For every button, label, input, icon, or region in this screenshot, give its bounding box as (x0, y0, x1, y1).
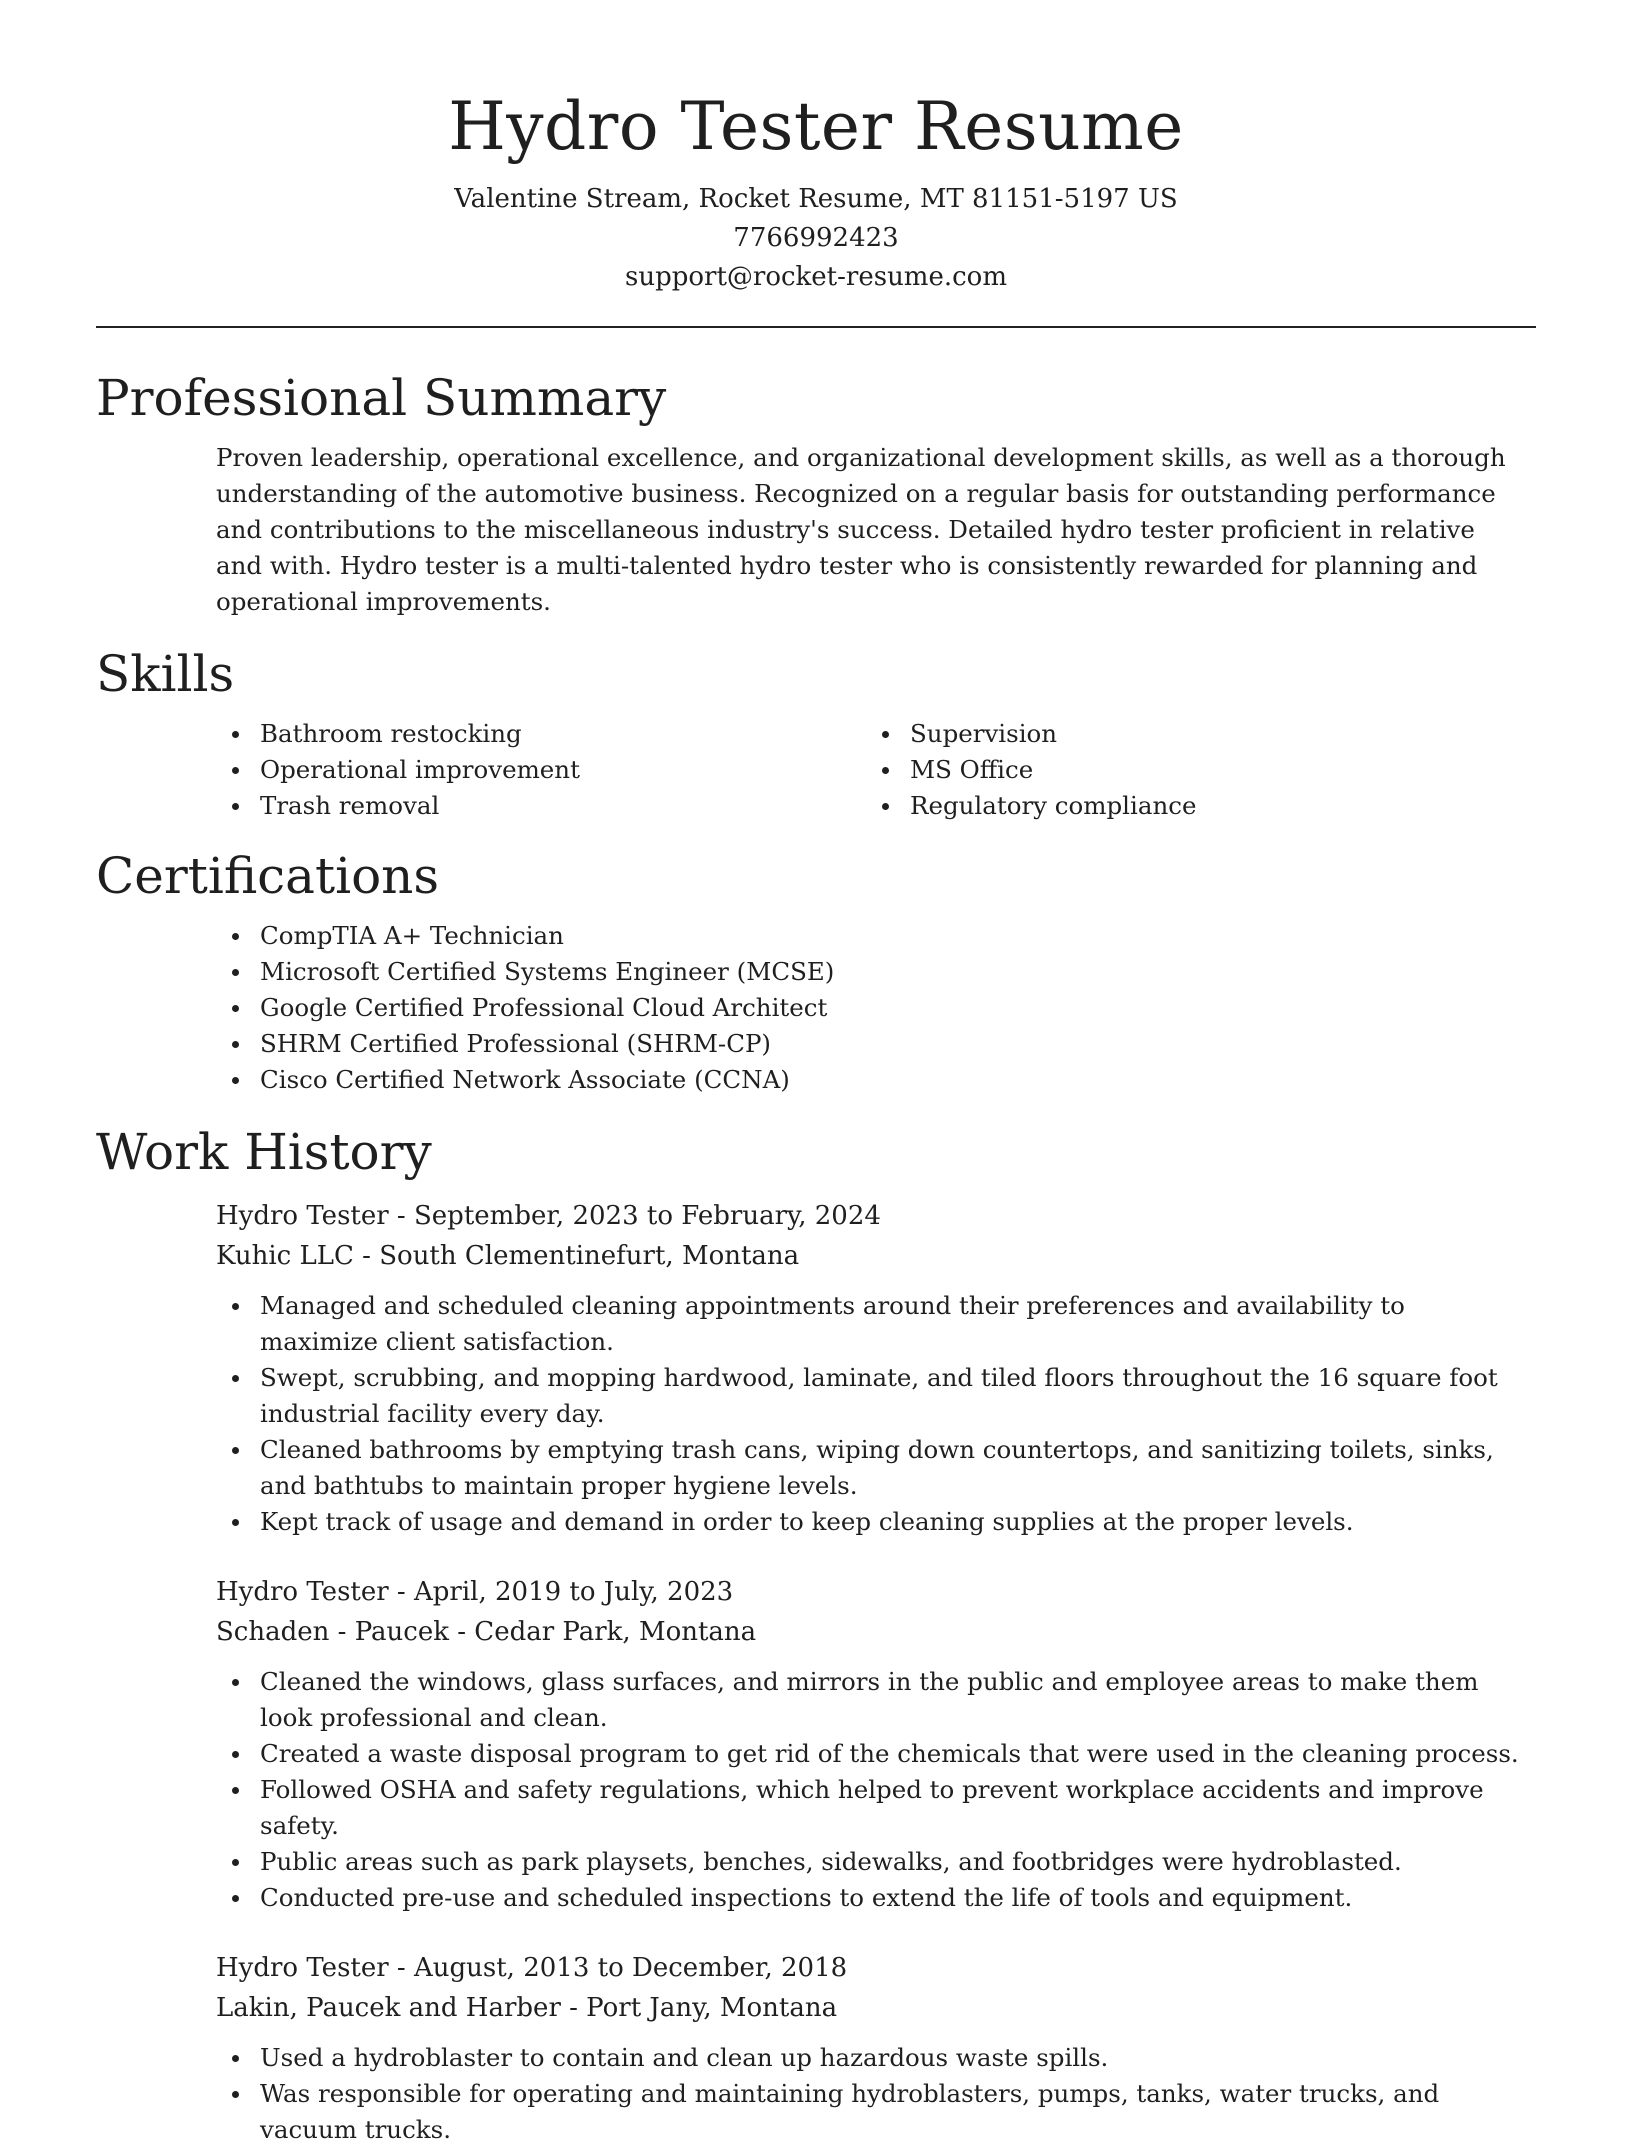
job-bullet: Used a hydroblaster to contain and clean up hazardous waste spills. (216, 2040, 1520, 2076)
job-entry (216, 1572, 1536, 1916)
address: Valentine Stream, Rocket Resume, MT 81151-5197 US (454, 184, 1178, 214)
job-bullet: Created a waste disposal program to get rid of the chemicals that were used in the cleaning process. (216, 1736, 1520, 1772)
job-role-dates: Hydro Tester - August, 2013 to December, 2018 (216, 1953, 848, 1983)
skills-heading: Skills (96, 645, 235, 703)
header-divider (96, 326, 1536, 328)
resume-header (96, 0, 1536, 297)
certification-item: Cisco Certified Network Associate (CCNA) (216, 1062, 1536, 1098)
job-bullets (96, 1664, 1536, 1916)
skill-item: Operational improvement (216, 752, 866, 788)
certifications-heading: Certifications (96, 847, 440, 905)
job-entry (216, 1196, 1536, 1540)
job-bullet: Cleaned the windows, glass surfaces, and mirrors in the public and employee areas to make them look professional and clean. (216, 1664, 1520, 1736)
job-role-dates: Hydro Tester - April, 2019 to July, 2023 (216, 1577, 734, 1607)
resume-title: Hydro Tester Resume (448, 88, 1184, 165)
job-company-location: Kuhic LLC - South Clementinefurt, Montana (216, 1241, 800, 1271)
job-bullet: Was responsible for operating and maintaining hydroblasters, pumps, tanks, water trucks, and vacuum trucks. (216, 2076, 1520, 2148)
job-bullet: Managed and scheduled cleaning appointments around their preferences and availability to maximize client satisfaction. (216, 1288, 1520, 1360)
summary-heading: Professional Summary (96, 369, 667, 427)
skill-item: Trash removal (216, 788, 866, 824)
skills-list-right (866, 716, 1516, 824)
skills-columns (216, 716, 1536, 824)
certifications-section (96, 844, 1536, 1098)
job-bullet: Cleaned bathrooms by emptying trash cans, wiping down countertops, and sanitizing toilets, sinks, and bathtubs to maintain proper hygiene levels. (216, 1432, 1520, 1504)
work-history-section (96, 1120, 1536, 2148)
job-bullets (96, 1288, 1536, 1540)
certifications-list (216, 918, 1536, 1098)
job-company-location: Schaden - Paucek - Cedar Park, Montana (216, 1617, 757, 1647)
skills-section (96, 642, 1536, 824)
certification-item: Microsoft Certified Systems Engineer (MCSE) (216, 954, 1536, 990)
skill-item: Supervision (866, 716, 1516, 752)
email-address: support@rocket-resume.com (624, 262, 1007, 292)
certification-item: SHRM Certified Professional (SHRM-CP) (216, 1026, 1536, 1062)
job-company-location: Lakin, Paucek and Harber - Port Jany, Montana (216, 1993, 838, 2023)
resume-page (96, 0, 1536, 2148)
skills-list-left (216, 716, 866, 824)
job-role-dates: Hydro Tester - September, 2023 to February, 2024 (216, 1201, 881, 1231)
job-bullet: Swept, scrubbing, and mopping hardwood, laminate, and tiled floors throughout the 16 square foot industrial facility every day. (216, 1360, 1520, 1432)
work-history-heading: Work History (96, 1123, 432, 1181)
summary-text: Proven leadership, operational excellence, and organizational development skills, as well as a thorough understanding of the automotive business. Recognized on a regular basis for outstanding performance and contributions to the miscellaneous industry's success. Detailed hydro tester proficient in relative and with. Hydro tester is a multi-talented hydro tester who is consistently rewarded for planning and operational improvements. (216, 443, 1506, 616)
summary-section (96, 366, 1536, 620)
phone-number: 7766992423 (733, 223, 899, 253)
job-bullet: Followed OSHA and safety regulations, which helped to prevent workplace accidents and improve safety. (216, 1772, 1520, 1844)
job-bullets (96, 2040, 1536, 2148)
skill-item: Bathroom restocking (216, 716, 866, 752)
job-bullet: Public areas such as park playsets, benches, sidewalks, and footbridges were hydroblasted. (216, 1844, 1520, 1880)
skill-item: Regulatory compliance (866, 788, 1516, 824)
job-bullet: Kept track of usage and demand in order to keep cleaning supplies at the proper levels. (216, 1504, 1520, 1540)
certification-item: Google Certified Professional Cloud Architect (216, 990, 1536, 1026)
contact-info (96, 180, 1536, 297)
job-entry (216, 1948, 1536, 2148)
job-bullet: Conducted pre-use and scheduled inspections to extend the life of tools and equipment. (216, 1880, 1520, 1916)
certification-item: CompTIA A+ Technician (216, 918, 1536, 954)
skill-item: MS Office (866, 752, 1516, 788)
